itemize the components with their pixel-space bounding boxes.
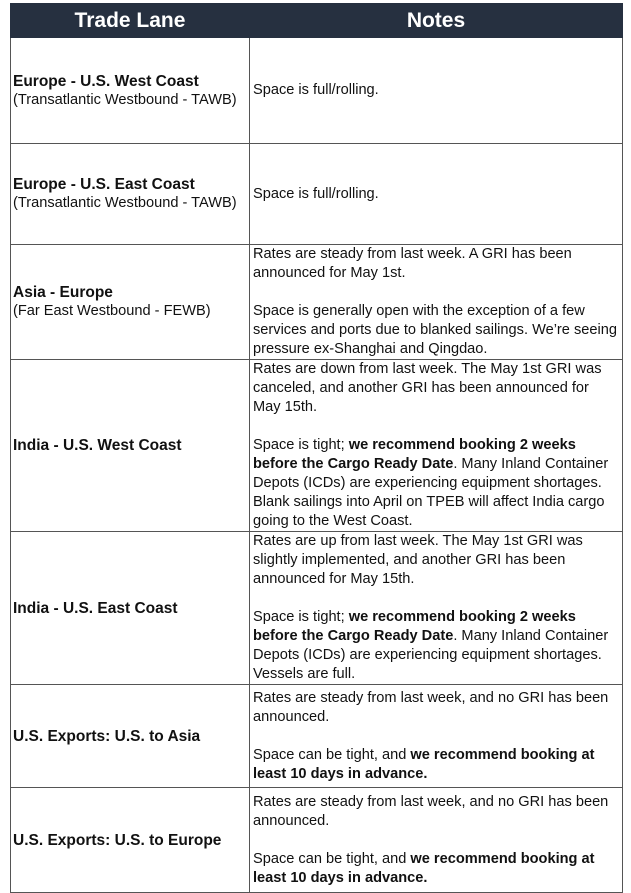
notes-emphasis: we recommend booking 2 weeks before the Cargo Ready Date xyxy=(253,437,576,472)
notes-text: Rates are down from last week. The May 1st GRI was canceled, and another GRI has been announced for May 15th. xyxy=(253,361,602,415)
notes-paragraph xyxy=(253,81,619,100)
notes-text: Space is generally open with the exception of a few services and ports due to blanked sailings. We’re seeing pressure ex-Shanghai and Qingdao. xyxy=(253,303,617,357)
notes-paragraph xyxy=(253,689,619,727)
notes-paragraph xyxy=(253,532,619,589)
trade-lane-cell xyxy=(11,685,250,788)
notes-paragraph xyxy=(253,850,619,888)
table-header-row xyxy=(11,4,623,38)
table-row xyxy=(11,38,623,144)
notes-cell xyxy=(250,685,623,788)
notes-cell xyxy=(250,144,623,245)
lane-name: U.S. Exports: U.S. to Europe xyxy=(13,831,222,849)
lane-name: Asia - Europe xyxy=(13,284,113,301)
header-notes: Notes xyxy=(250,4,623,38)
notes-text: Space is tight; xyxy=(253,609,349,625)
lane-name: Europe - U.S. West Coast xyxy=(13,72,199,90)
notes-cell xyxy=(250,360,623,532)
trade-lane-table xyxy=(10,3,623,893)
lane-subtitle: (Transatlantic Westbound - TAWB) xyxy=(13,195,237,211)
notes-paragraph xyxy=(253,185,619,204)
notes-paragraph xyxy=(253,608,619,684)
lane-name: India - U.S. West Coast xyxy=(13,437,182,454)
notes-paragraph xyxy=(253,436,619,531)
table-row xyxy=(11,788,623,893)
notes-cell xyxy=(250,245,623,360)
notes-emphasis: we recommend booking at least 10 days in advance. xyxy=(253,746,595,782)
notes-paragraph xyxy=(253,245,619,283)
notes-text: Rates are steady from last week, and no GRI has been announced. xyxy=(253,689,609,725)
table-row xyxy=(11,245,623,360)
trade-lane-cell xyxy=(11,532,250,685)
table-row xyxy=(11,685,623,788)
notes-text: Space is tight; xyxy=(253,437,349,453)
table-row xyxy=(11,360,623,532)
notes-paragraph xyxy=(253,746,619,784)
notes-text: . Many Inland Container Depots (ICDs) are experiencing equipment shortages. Vessels are full. xyxy=(253,628,609,682)
trade-lane-cell xyxy=(11,144,250,245)
notes-text: Space can be tight, and xyxy=(253,746,411,763)
table-row xyxy=(11,144,623,245)
lane-name: Europe - U.S. East Coast xyxy=(13,176,195,193)
notes-paragraph xyxy=(253,793,619,831)
lane-subtitle: (Transatlantic Westbound - TAWB) xyxy=(13,91,237,108)
trade-lane-cell xyxy=(11,38,250,144)
notes-text: Rates are steady from last week. A GRI has been announced for May 1st. xyxy=(253,246,572,281)
notes-cell xyxy=(250,38,623,144)
notes-text: Space is full/rolling. xyxy=(253,185,379,202)
notes-text: Rates are up from last week. The May 1st GRI was slightly implemented, and another GRI has been announced for May 15th. xyxy=(253,533,583,587)
notes-emphasis: we recommend booking 2 weeks before the Cargo Ready Date xyxy=(253,609,576,644)
notes-cell xyxy=(250,532,623,685)
trade-lane-cell xyxy=(11,245,250,360)
notes-paragraph xyxy=(253,302,619,359)
trade-lane-cell xyxy=(11,788,250,893)
trade-lane-cell xyxy=(11,360,250,532)
notes-text: Space is full/rolling. xyxy=(253,82,379,98)
notes-text: . Many Inland Container Depots (ICDs) are experiencing equipment shortages. Blank sailings into April on TPEB will affect India cargo going to the West Coast. xyxy=(253,456,609,529)
notes-text: Space can be tight, and xyxy=(253,850,411,867)
lane-subtitle: (Far East Westbound - FEWB) xyxy=(13,303,211,319)
notes-cell xyxy=(250,788,623,893)
notes-paragraph xyxy=(253,360,619,417)
header-trade-lane: Trade Lane xyxy=(11,4,250,38)
notes-text: Rates are steady from last week, and no GRI has been announced. xyxy=(253,793,609,829)
table-row xyxy=(11,532,623,685)
lane-name: U.S. Exports: U.S. to Asia xyxy=(13,727,201,745)
lane-name: India - U.S. East Coast xyxy=(13,599,178,617)
notes-emphasis: we recommend booking at least 10 days in advance. xyxy=(253,850,595,886)
